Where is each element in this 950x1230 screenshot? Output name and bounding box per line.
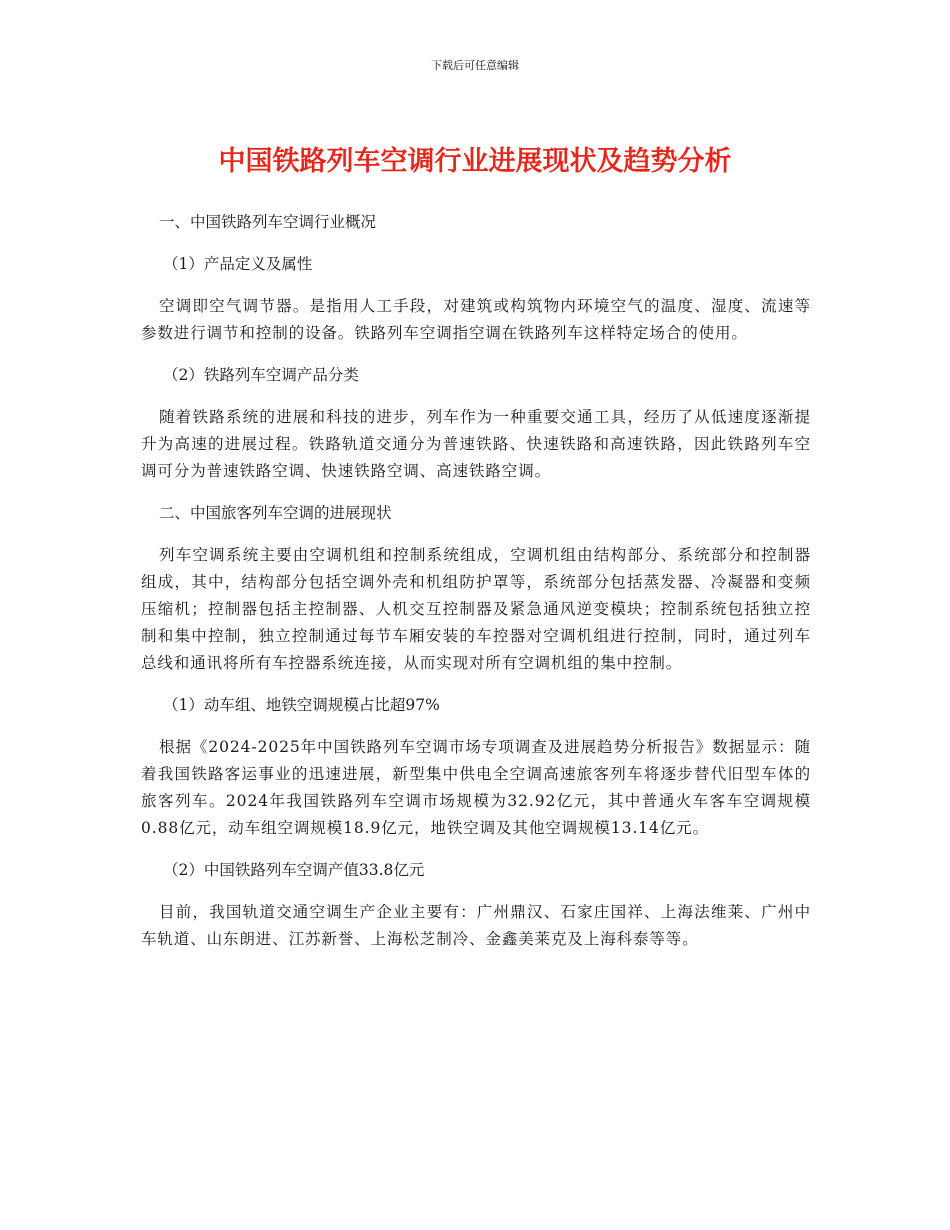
subheading-output-value: （2）中国铁路列车空调产值33.8亿元 bbox=[163, 861, 425, 879]
section-heading-overview: 一、中国铁路列车空调行业概况 bbox=[159, 213, 377, 231]
subheading-product-classification: （2）铁路列车空调产品分类 bbox=[163, 366, 359, 384]
subheading-market-share: （1）动车组、地铁空调规模占比超97% bbox=[163, 696, 440, 714]
paragraph-system-composition: 列车空调系统主要由空调机组和控制系统组成，空调机组由结构部分、系统部分和控制器组成，其中，结构部分包括空调外壳和机组防护罩等，系统部分包括蒸发器、冷凝器和变频压缩机；控制器包括主控制器、人机交互控制器及紧急通风逆变模块；控制系统包括独立控制和集中控制，独立控制通过每节车厢安装的车控器对空调机组进行控制，同时，通过列车总线和通讯将所有车控器系统连接，从而实现对所有空调机组的集中控制。 bbox=[141, 546, 811, 672]
paragraph-manufacturers: 目前，我国轨道交通空调生产企业主要有：广州鼎汉、石家庄国祥、上海法维莱、广州中车轨道、山东朗进、江苏新誉、上海松芝制冷、金鑫美莱克及上海科泰等等。 bbox=[141, 903, 811, 948]
document-body bbox=[141, 209, 811, 953]
header-note: 下载后可任意编辑 bbox=[431, 59, 519, 72]
document-title: 中国铁路列车空调行业进展现状及趋势分析 bbox=[218, 146, 732, 177]
paragraph-product-classification: 随着铁路系统的进展和科技的进步，列车作为一种重要交通工具，经历了从低速度逐渐提升为高速的进展过程。铁路轨道交通分为普速铁路、快速铁路和高速铁路，因此铁路列车空调可分为普速铁路空调、快速铁路空调、高速铁路空调。 bbox=[141, 408, 811, 480]
section-heading-status: 二、中国旅客列车空调的进展现状 bbox=[159, 504, 392, 522]
paragraph-product-definition: 空调即空气调节器。是指用人工手段，对建筑或构筑物内环境空气的温度、湿度、流速等参数进行调节和控制的设备。铁路列车空调指空调在铁路列车这样特定场合的使用。 bbox=[141, 297, 811, 342]
paragraph-market-size: 根据《2024-2025年中国铁路列车空调市场专项调查及进展趋势分析报告》数据显示：随着我国铁路客运事业的迅速进展，新型集中供电全空调高速旅客列车将逐步替代旧型车体的旅客列车。2024年我国铁路列车空调市场规模为32.92亿元，其中普通火车客车空调规模0.88亿元，动车组空调规模18.9亿元，地铁空调及其他空调规模13.14亿元。 bbox=[141, 738, 811, 837]
subheading-product-definition: （1）产品定义及属性 bbox=[163, 255, 313, 273]
